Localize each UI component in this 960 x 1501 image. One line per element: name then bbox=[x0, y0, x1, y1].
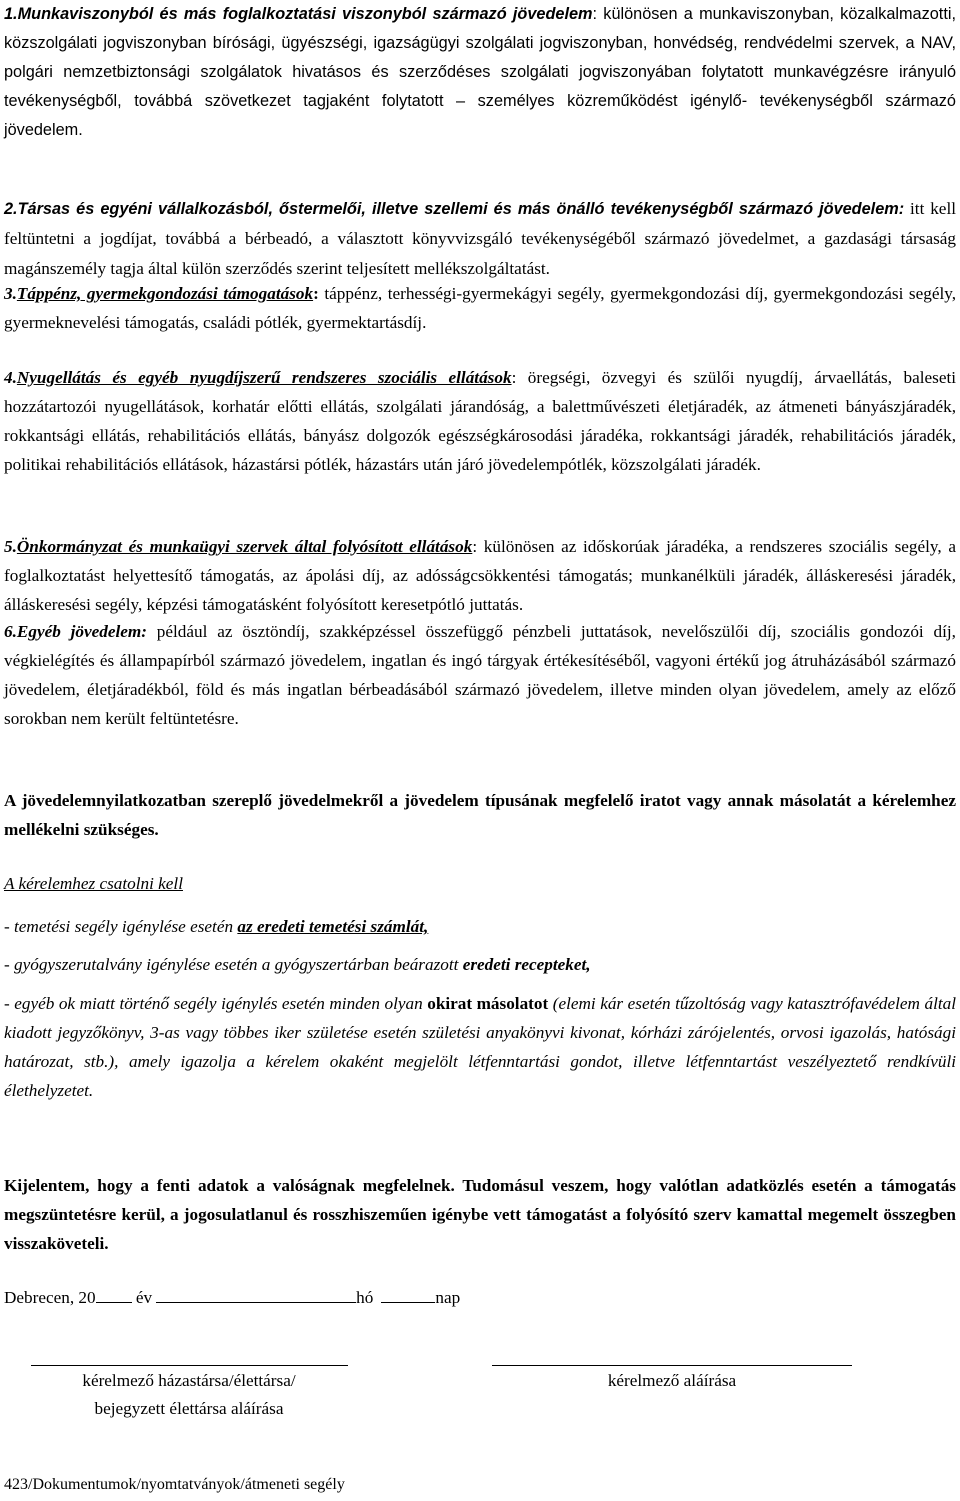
attach-text: - egyéb ok miatt történő segély igénylés esetén minden olyan bbox=[4, 994, 428, 1013]
income-type-4 bbox=[4, 363, 956, 479]
item-number: 5. bbox=[4, 537, 17, 556]
spouse-signature-label bbox=[4, 1367, 374, 1423]
item-text: például az ösztöndíj, szakképzéssel összefüggő pénzbeli juttatások, nevelőszülői díj, szociális gondozói díj, végkielégítés és állampapírból származó jövedelem, ingatlan és ingó tárgyak értékesítéséből, vagyoni értékű jog átruházásából származó jövedelem, életjáradékból, föld és más ingatlan bérbeadásából származó jövedelem, illetve minden olyan jövedelem, amely az előző sorokban nem került feltüntetésre. bbox=[4, 622, 956, 728]
day-label: nap bbox=[435, 1288, 461, 1307]
item-text: különösen az időskorúak járadéka, a rendszeres szociális segély, a foglalkoztatást helyettesítő támogatás, az ápolási díj, az adósságcsökkentési támogatás; munkanélküli járadék, álláskeresési járadék, álláskeresési segély, képzési támogatásként folyósított keresetpótló juttatás. bbox=[4, 537, 956, 614]
attach-item-funeral bbox=[4, 912, 956, 941]
attach-item-other bbox=[4, 989, 956, 1105]
income-type-6 bbox=[4, 617, 956, 733]
date-line bbox=[4, 1283, 460, 1312]
month-label: hó bbox=[356, 1288, 374, 1307]
item-separator: : bbox=[313, 284, 319, 303]
city-year-prefix: Debrecen, 20 bbox=[4, 1288, 96, 1307]
income-type-5 bbox=[4, 532, 956, 619]
spouse-signature-label-line1: kérelmező házastársa/élettársa/ bbox=[82, 1371, 296, 1390]
attach-emphasis: eredeti recepteket, bbox=[462, 955, 591, 974]
attach-text: - gyógyszerutalvány igénylése esetén a gyógyszertárban beárazott bbox=[4, 955, 463, 974]
declaration: Kijelentem, hogy a fenti adatok a valóságnak megfelelnek. Tudomásul veszem, hogy valótlan adatközlés esetén a támogatás megszüntetésre kerül, a jogosulatlanul és rosszhiszeműen igénybe vett támogatást a folyósító szerv kamattal megemelt összegben visszaköveteli. bbox=[4, 1176, 956, 1253]
item-separator: : bbox=[511, 368, 517, 387]
item-separator: : bbox=[592, 5, 598, 23]
item-number: 1. bbox=[4, 5, 18, 23]
item-text: itt kell feltüntetni a jogdíjat, továbbá a bérbeadó, a választott könyvvizsgáló tevékenységéből származó jövedelmet, a gazdasági társaság magánszemély tagja által külön szerződés szerint teljesített mellékszolgáltatást. bbox=[4, 199, 956, 278]
attach-rest: (elemi kár esetén tűzoltóság vagy katasztrófavédelem által kiadott jegyzőkönyv, 3-as vagy többes iker születése esetén születési anyakönyvi kivonat, kórházi zárójelentés, orvosi igazolás, hatósági határozat, stb.), amely igazolja a kérelem okaként megjelölt létfenntartási gondot, illetve létfenntartást veszélyeztető rendkívüli élethelyzetet. bbox=[4, 994, 956, 1100]
year-label: év bbox=[135, 1288, 153, 1307]
spouse-signature-line[interactable] bbox=[31, 1365, 348, 1366]
income-type-3 bbox=[4, 279, 956, 337]
item-number: 4. bbox=[4, 368, 17, 387]
item-text: táppénz, terhességi-gyermekágyi segély, gyermekgondozási díj, gyermekgondozási segély, gyermeknevelési támogatás, családi pótlék, gyermektartásdíj. bbox=[4, 284, 957, 332]
day-blank[interactable] bbox=[381, 1287, 435, 1303]
attach-emphasis: az eredeti temetési számlát, bbox=[237, 917, 429, 936]
applicant-signature-label: kérelmező aláírása bbox=[607, 1371, 737, 1390]
applicant-signature-line[interactable] bbox=[492, 1365, 852, 1366]
spouse-signature-label-line2: bejegyzett élettársa aláírása bbox=[94, 1399, 284, 1418]
month-blank[interactable] bbox=[156, 1287, 356, 1303]
item-number: 6. bbox=[4, 622, 17, 641]
attach-text: - temetési segély igénylése esetén bbox=[4, 917, 238, 936]
attach-heading: A kérelemhez csatolni kell bbox=[4, 874, 183, 893]
footer-path: 423/Dokumentumok/nyomtatványok/átmeneti segély bbox=[4, 1476, 345, 1493]
item-text: különösen a munkaviszonyban, közalkalmazotti, közszolgálati jogviszonyban bírósági, ügyészségi, igazságügyi szolgálati jogviszonyban, honvédség, rendvédelmi szervek, a NAV, polgári nemzetbiztonsági szolgálatok hivatásos és szerződéses szolgálati jogviszonyában folytatott munkavégzésre irányuló tevékenységből, továbbá szövetkezet tagjaként folytatott – személyes közreműködést igénylő- tevékenységből származó jövedelem. bbox=[4, 5, 956, 139]
item-title: Társas és egyéni vállalkozásból, őstermelői, illetve szellemi és más önálló tevékenységből származó jövedelem: bbox=[17, 200, 905, 218]
income-type-1 bbox=[4, 0, 956, 145]
item-separator: : bbox=[472, 537, 478, 556]
item-text: öregségi, özvegyi és szülői nyugdíj, árvaellátás, baleseti hozzátartozói nyugellátások, korhatár előtti ellátás, szolgálati járandóság, a balettművészeti életjáradék, az átmeneti bányászjáradék, rokkantsági ellátás, rehabilitációs ellátás, bányász dolgozók egészségkárosodási járadéka, rokkantsági járadék, rehabilitációs járadék, politikai rehabilitációs ellátások, házastársi pótlék, házastárs után járó jövedelempótlék, közszolgálati járadék. bbox=[4, 368, 956, 474]
attachment-notice: A jövedelemnyilatkozatban szereplő jövedelmekről a jövedelem típusának megfelelő iratot vagy annak másolatát a kérelemhez mellékelni szükséges. bbox=[4, 791, 956, 839]
item-title: Önkormányzat és munkaügyi szervek által folyósított ellátások bbox=[16, 537, 473, 556]
attach-item-medicine bbox=[4, 950, 956, 979]
item-number: 2. bbox=[4, 200, 18, 218]
item-title: Táppénz, gyermekgondozási támogatások bbox=[16, 284, 314, 303]
year-blank[interactable] bbox=[96, 1287, 132, 1303]
item-title: Nyugellátás és egyéb nyugdíjszerű rendszeres szociális ellátások bbox=[16, 368, 512, 387]
item-number: 3. bbox=[4, 284, 17, 303]
item-title: Egyéb jövedelem: bbox=[16, 622, 147, 641]
attach-emphasis: okirat másolatot bbox=[427, 994, 549, 1013]
item-title: Munkaviszonyból és más foglalkoztatási viszonyból származó jövedelem bbox=[17, 5, 593, 23]
income-type-2 bbox=[4, 194, 956, 284]
